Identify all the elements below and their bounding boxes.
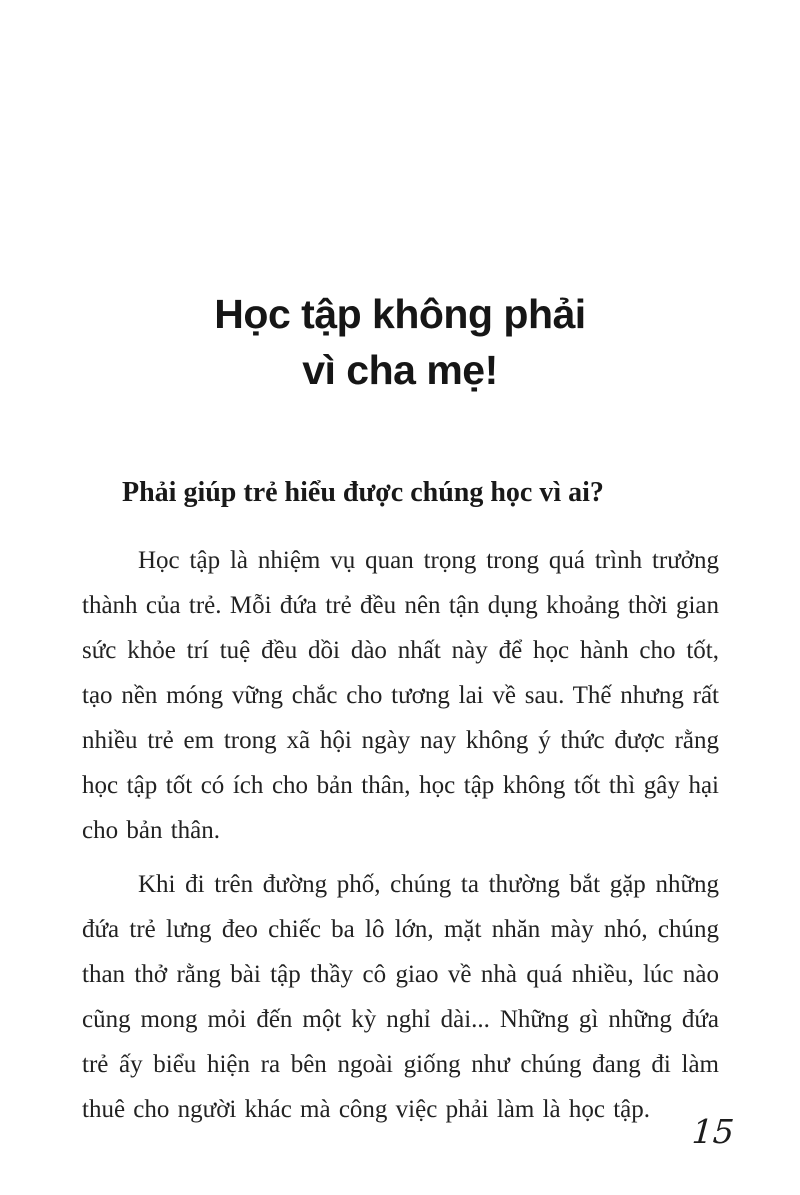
page-number: 15 xyxy=(690,1112,736,1151)
section-heading: Phải giúp trẻ hiểu được chúng học vì ai? xyxy=(122,477,604,508)
paragraph-2: Khi đi trên đường phố, chúng ta thường bắt gặp những đứa trẻ lưng đeo chiếc ba lô lớn, mặt nhăn mày nhó, chúng than thở rằng bài tập thầy cô giao về nhà quá nhiều, lúc nào cũng mong mỏi đến một kỳ nghỉ dài... Những gì những đứa trẻ ấy biểu hiện ra bên ngoài giống như chúng đang đi làm thuê cho người khác mà công việc phải làm là học tập. xyxy=(82,871,719,1123)
chapter-title-line-2: vì cha mẹ! xyxy=(302,347,498,393)
chapter-title-line-1: Học tập không phải xyxy=(214,291,586,337)
chapter-title xyxy=(0,286,800,398)
body-text xyxy=(82,538,719,1141)
paragraph-1: Học tập là nhiệm vụ quan trọng trong quá trình trưởng thành của trẻ. Mỗi đứa trẻ đều nên tận dụng khoảng thời gian sức khỏe trí tuệ đều dồi dào nhất này để học hành cho tốt, tạo nền móng vững chắc cho tương lai về sau. Thế nhưng rất nhiều trẻ em trong xã hội ngày nay không ý thức được rằng học tập tốt có ích cho bản thân, học tập không tốt thì gây hại cho bản thân. xyxy=(82,547,719,844)
